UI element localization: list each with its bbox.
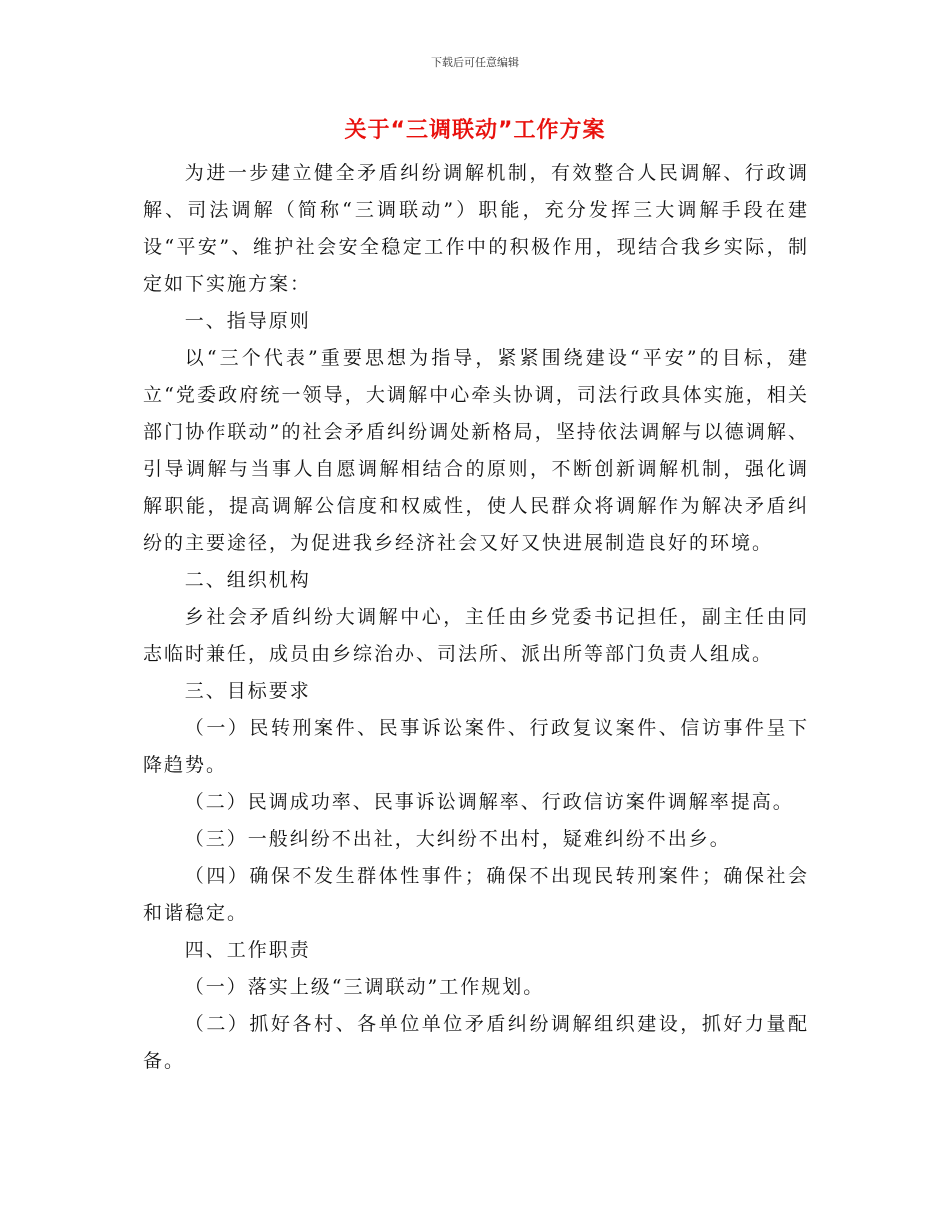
section-heading-goals: 三、目标要求: [184, 680, 311, 702]
duty-item-2: （二）抓好各村、各单位单位矛盾纠纷调解组织建设，抓好力量配备。: [143, 1013, 809, 1072]
section-heading-principles: 一、指导原则: [184, 310, 311, 332]
section-heading-organization: 二、组织机构: [184, 569, 311, 591]
document-title: 关于“三调联动”工作方案: [344, 118, 606, 143]
paragraph-principles: 以“三个代表”重要思想为指导，紧紧围绕建设“平安”的目标，建立“党委政府统一领导，大调解中心牵头协调，司法行政具体实施，相关部门协作联动”的社会矛盾纠纷调处新格局，坚持依法调解与以德调解、引导调解与当事人自愿调解相结合的原则，不断创新调解机制，强化调解职能，提高调解公信度和权威性，使人民群众将调解作为解决矛盾纠纷的主要途径，为促进我乡经济社会又好又快进展制造良好的环境。: [143, 347, 809, 554]
goal-item-3: （三）一般纠纷不出社，大纠纷不出村，疑难纠纷不出乡。: [184, 828, 731, 850]
header-note: 下载后可任意编辑: [431, 56, 519, 69]
duty-item-1: （一）落实上级“三调联动”工作规划。: [184, 976, 545, 998]
section-heading-duties: 四、工作职责: [184, 939, 311, 961]
goal-item-2: （二）民调成功率、民事诉讼调解率、行政信访案件调解率提高。: [184, 791, 794, 813]
paragraph-organization: 乡社会矛盾纠纷大调解中心，主任由乡党委书记担任，副主任由同志临时兼任，成员由乡综治办、司法所、派出所等部门负责人组成。: [143, 606, 809, 665]
document-body: [143, 155, 809, 1080]
goal-item-1: （一）民转刑案件、民事诉讼案件、行政复议案件、信访事件呈下降趋势。: [143, 717, 809, 776]
paragraph-intro: 为进一步建立健全矛盾纠纷调解机制，有效整合人民调解、行政调解、司法调解（简称“三调联动”）职能，充分发挥三大调解手段在建设“平安”、维护社会安全稳定工作中的积极作用，现结合我乡实际，制定如下实施方案：: [143, 162, 809, 295]
goal-item-4: （四）确保不发生群体性事件；确保不出现民转刑案件；确保社会和谐稳定。: [143, 865, 809, 924]
